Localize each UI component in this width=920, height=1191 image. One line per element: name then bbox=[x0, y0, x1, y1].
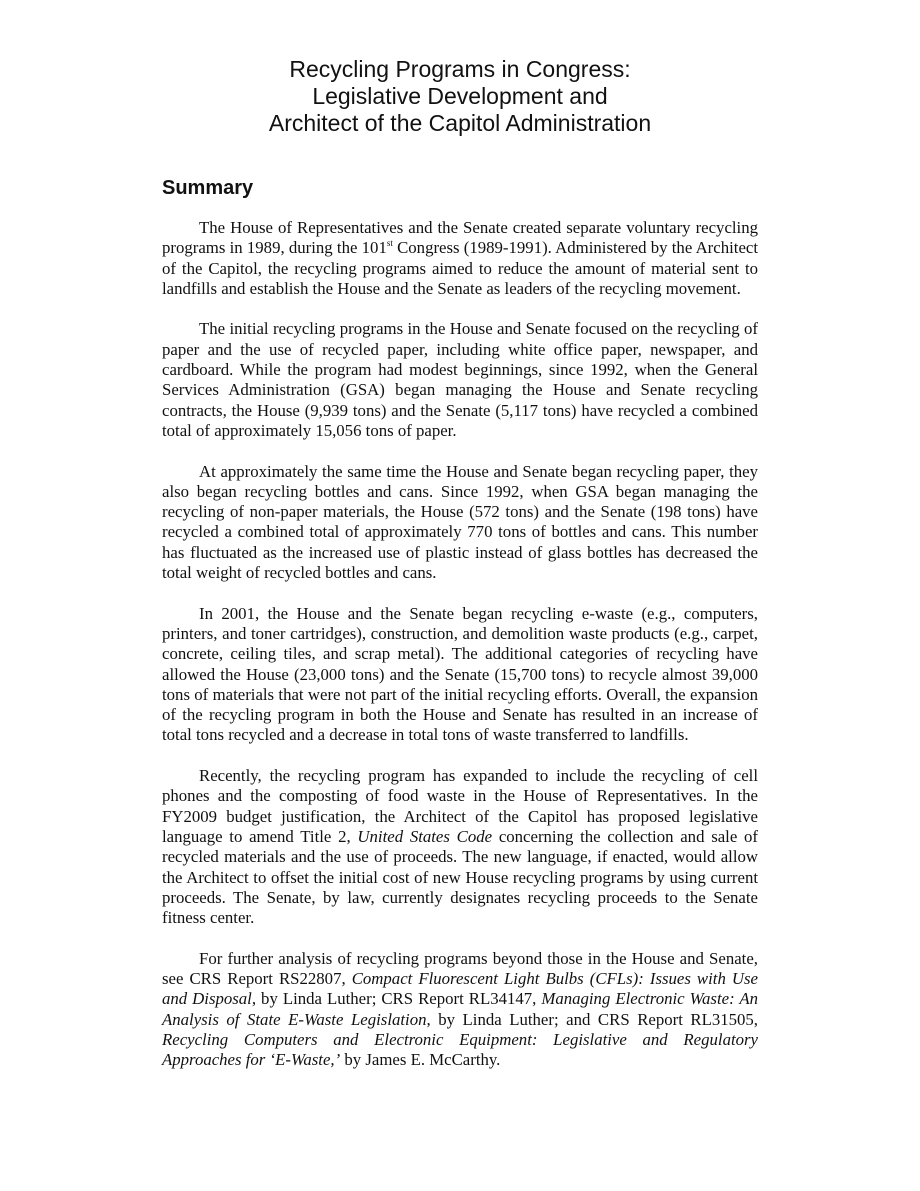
paragraph-2: The initial recycling programs in the House and Senate focused on the recycling of paper and the use of recycled paper, including white office paper, newspaper, and cardboard. While the program had modest beginnings, since 1992, when the General Services Administration (GSA) began managing the House and Senate recycling contracts, the House (9,939 tons) and the Senate (5,117 tons) have recycled a combined total of approximately 15,056 tons of paper. bbox=[162, 319, 758, 440]
summary-body bbox=[162, 218, 758, 1091]
report-title bbox=[162, 56, 758, 137]
title-line-2: Legislative Development and bbox=[312, 83, 608, 109]
report-page bbox=[162, 56, 759, 1070]
us-code-title: United States Code bbox=[357, 826, 493, 846]
paragraph-1-text-a: The House of Representatives and the Senate created separate voluntary recycling programs in 1989, during the 101 bbox=[162, 218, 758, 258]
title-line-1: Recycling Programs in Congress: bbox=[289, 56, 631, 82]
paragraph-5-text-a: Recently, the recycling program has expanded to include the recycling of cell phones and the composting of food waste in the House of Representatives. In the FY2009 budget justification, the Architect of the Capitol has proposed legislative language to amend Title 2, bbox=[162, 766, 758, 846]
paragraph-4: In 2001, the House and the Senate began recycling e-waste (e.g., computers, printers, and toner cartridges), construction, and demolition waste products (e.g., carpet, concrete, ceiling tiles, and scrap metal). The additional categories of recycling have allowed the House (23,000 tons) and the Senate (15,700 tons) to recycle almost 39,000 tons of materials that were not part of the initial recycling efforts. Overall, the expansion of the recycling program in both the House and Senate has resulted in an increase of total tons recycled and a decrease in total tons of waste transferred to landfills. bbox=[162, 603, 758, 745]
paragraph-5 bbox=[162, 766, 758, 928]
ordinal-suffix: st bbox=[386, 238, 393, 249]
paragraph-6-text-d: by James E. McCarthy. bbox=[340, 1050, 501, 1070]
paragraph-5-text-b: concerning the collection and sale of recycled materials and the use of proceeds. The new language, if enacted, would allow the Architect to offset the initial cost of new House recycling programs by using current proceeds. The Senate, by law, currently designates recycling proceeds to the Senate fitness center. bbox=[162, 826, 759, 928]
paragraph-1 bbox=[162, 218, 758, 299]
title-line-3: Architect of the Capitol Administration bbox=[268, 110, 652, 136]
paragraph-1-text-b: Congress (1989-1991). Administered by the Architect of the Capitol, the recycling programs aimed to reduce the amount of material sent to landfills and establish the House and the Senate as leaders of the recycling movement. bbox=[162, 238, 758, 298]
report-title-ewaste: Managing Electronic Waste: An Analysis of State E-Waste Legislation bbox=[162, 989, 758, 1029]
paragraph-6-text-c: , by Linda Luther; and CRS Report RL31505, bbox=[426, 1009, 759, 1029]
paragraph-6-text-a: For further analysis of recycling programs beyond those in the House and Senate, see CRS Report RS22807, bbox=[162, 948, 758, 988]
paragraph-6-text-b: , by Linda Luther; CRS Report RL34147, bbox=[251, 989, 542, 1009]
paragraph-3: At approximately the same time the House and Senate began recycling paper, they also began recycling bottles and cans. Since 1992, when GSA began managing the recycling of non-paper materials, the House (572 tons) and the Senate (198 tons) have recycled a combined total of approximately 770 tons of bottles and cans. This number has fluctuated as the increased use of plastic instead of glass bottles has decreased the total weight of recycled bottles and cans. bbox=[162, 461, 758, 583]
report-title-computers: Recycling Computers and Electronic Equipment: Legislative and Regulatory Approaches for ‘E-Waste,’ bbox=[162, 1029, 758, 1070]
report-title-cfl: Compact Fluorescent Light Bulbs (CFLs): Issues with Use and Disposal bbox=[162, 968, 758, 1009]
paragraph-6 bbox=[162, 949, 758, 1071]
summary-heading: Summary bbox=[162, 177, 254, 199]
